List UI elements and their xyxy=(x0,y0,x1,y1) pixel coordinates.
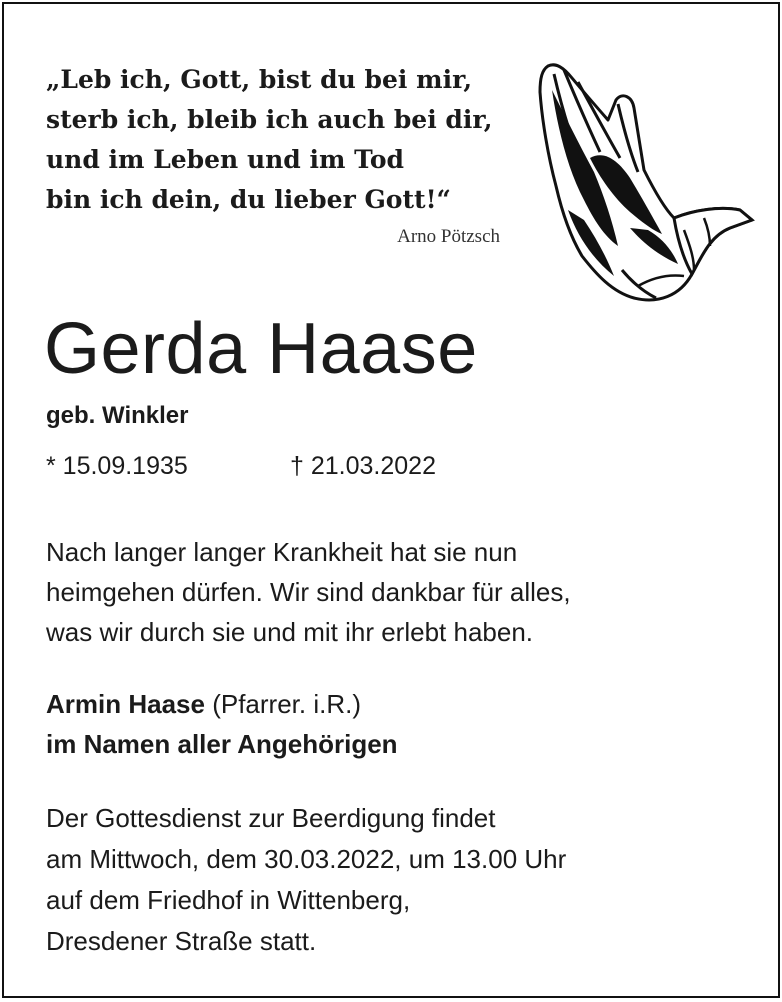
deceased-name: Gerda Haase xyxy=(44,309,478,389)
quote-line: „Leb ich, Gott, bist du bei mir, xyxy=(46,65,473,94)
signer-name: Armin Haase xyxy=(46,689,205,719)
message-line: was wir durch sie und mit ihr erlebt haben. xyxy=(46,617,534,647)
quote-line: und im Leben und im Tod xyxy=(46,145,405,174)
service-line: auf dem Friedhof in Wittenberg, xyxy=(46,885,411,915)
birth-date: * 15.09.1935 xyxy=(46,452,188,480)
life-dates xyxy=(46,452,436,481)
quote xyxy=(46,60,492,220)
quote-author: Arno Pötzsch xyxy=(397,226,500,247)
maiden-name: geb. Winkler xyxy=(46,402,189,429)
death-date: † 21.03.2022 xyxy=(290,452,436,480)
signature xyxy=(46,684,398,764)
service-line: Dresdener Straße statt. xyxy=(46,926,317,956)
signer-on-behalf: im Namen aller Angehörigen xyxy=(46,729,398,759)
obituary-card xyxy=(2,2,780,998)
service-info xyxy=(46,798,566,962)
signer-title: (Pfarrer. i.R.) xyxy=(212,689,361,719)
quote-line: sterb ich, bleib ich auch bei dir, xyxy=(46,105,493,134)
message-line: Nach langer langer Krankheit hat sie nun xyxy=(46,537,518,567)
message xyxy=(46,532,571,652)
service-line: Der Gottesdienst zur Beerdigung findet xyxy=(46,803,496,833)
praying-hands-icon xyxy=(534,60,756,306)
quote-line: bin ich dein, du lieber Gott!“ xyxy=(46,185,451,214)
message-line: heimgehen dürfen. Wir sind dankbar für alles, xyxy=(46,577,571,607)
service-line: am Mittwoch, dem 30.03.2022, um 13.00 Uhr xyxy=(46,844,567,874)
